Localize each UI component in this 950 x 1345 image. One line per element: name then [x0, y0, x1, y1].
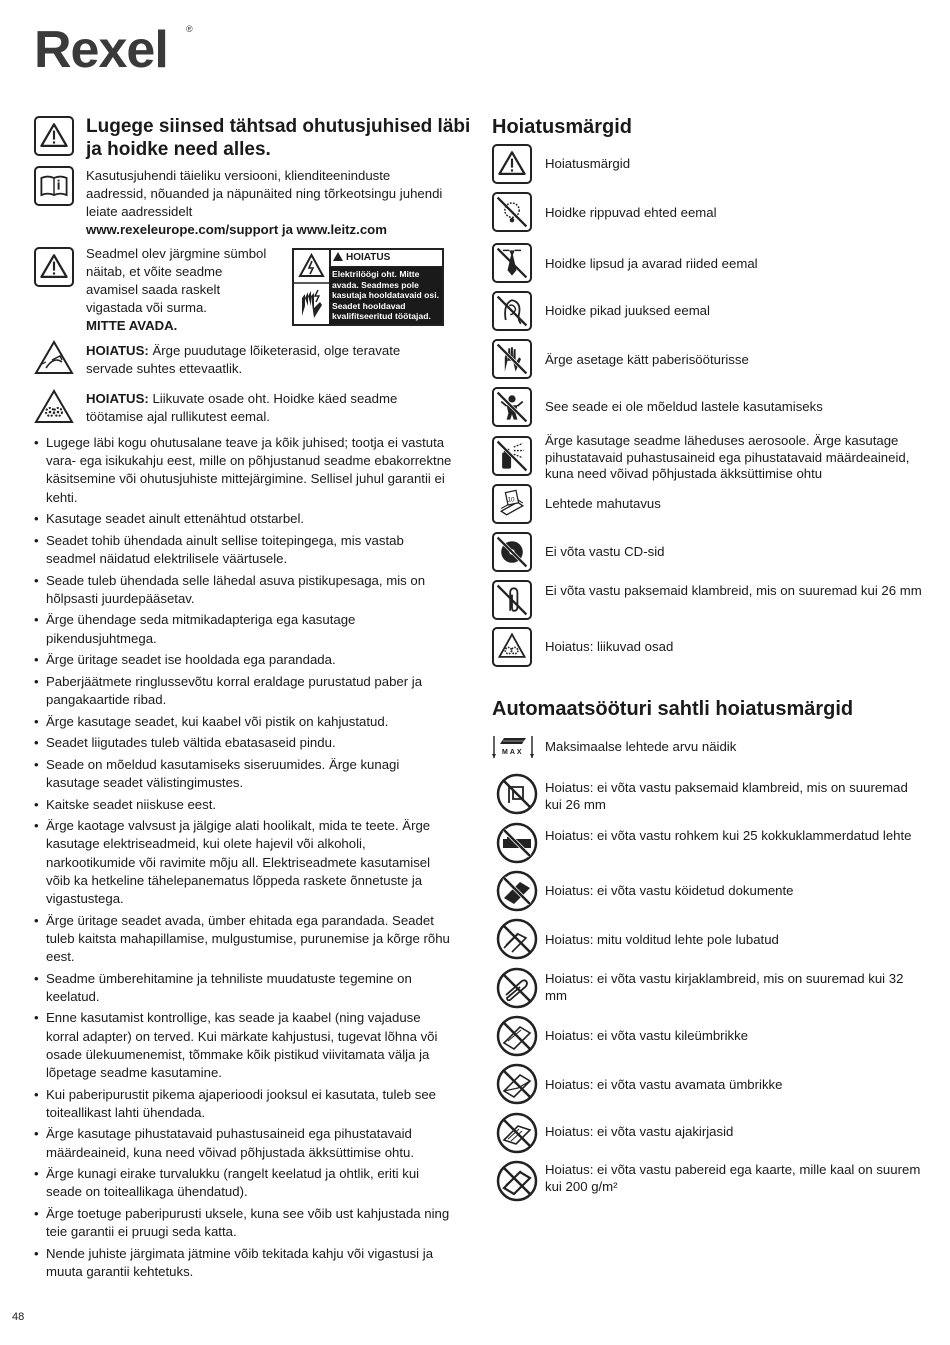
list-item: • Kasutage seadet ainult ettenähtud otstarbel.	[34, 510, 454, 528]
symbol-description	[86, 245, 276, 335]
sheet-capacity-icon	[492, 484, 532, 524]
safety-rules-list	[34, 434, 454, 1285]
sign-label: Ei võta vastu CD-sid	[545, 544, 665, 559]
rexel-logo	[34, 14, 204, 92]
sign-label: Ärge asetage kätt paberisööturisse	[545, 352, 749, 367]
sign-label: Hoiatus: ei võta vastu rohkem kui 25 kokkuklammerdatud lehte	[545, 828, 912, 843]
sign-label: Hoiatus: ei võta vastu pabereid ega kaarte, mille kaal on suurem kui 200 g/m²	[545, 1162, 921, 1194]
warning-label-icons	[294, 250, 331, 324]
manual-description: Kasutusjuhendi täieliku versiooni, klienditeeninduste aadressid, nõuanded ja näpunäited ning tõrkeotsingu juhendi leiate aadressidelt	[86, 168, 443, 219]
no-long-hair-icon	[492, 291, 532, 331]
support-links[interactable]: www.rexeleurope.com/support ja www.leitz.com	[86, 222, 387, 237]
section-title-tray-signs: Automaatsööturi sahtli hoiatusmärgid	[492, 698, 854, 720]
no-children-icon	[492, 387, 532, 427]
list-item: • Enne kasutamist kontrollige, kas seade ja kaabel (ning vajaduse korral adapter) on terved. Kui märkate kahjustusi, tugevat lõhna või osade ülekuumenemist, tõmmake kõik pistikud viivitamata välja ja lõpetage seadme kasutamine.	[34, 1009, 454, 1082]
svg-text:10: 10	[507, 496, 515, 504]
list-item: • Ärge kasutage pihustatavaid puhastusaineid ega pihustatavaid määrdeaineid, kuna need võivad põhjustada äkksüttimise ohtu.	[34, 1125, 454, 1161]
no-clip-icon	[492, 580, 532, 620]
sign-label: Hoidke rippuvad ehted eemal	[545, 205, 717, 220]
no-heavy-paper-icon	[496, 1160, 538, 1202]
sign-label: Ei võta vastu paksemaid klambreid, mis on suuremad kui 26 mm	[545, 583, 922, 598]
symbol-text: Seadmel olev järgmine sümbol näitab, et võite seadme avamisel saada raskelt vigastada või surma.	[86, 246, 267, 315]
blade-warning-text: Ärge puudutage lõiketerasid, olge teravate servade suhtes ettevaatlik.	[86, 343, 401, 376]
safety-title: Lugege siinsed tähtsad ohutusjuhised läbi ja hoidke need alles.	[86, 116, 471, 160]
list-item: • Ärge kasutage seadet, kui kaabel või pistik on kahjustatud.	[34, 713, 454, 731]
sign-label: Lehtede mahutavus	[545, 496, 661, 511]
list-item: • Kui paberipurustit pikema ajaperioodi jooksul ei kasutata, tuleb see toiteallikast lahti ühendada.	[34, 1086, 454, 1122]
no-file-envelope-icon	[496, 1015, 538, 1057]
warning-label-body: Elektrilöögi oht. Mitte avada. Seadmes pole kasutaja hooldatavaid osi. Seadet hooldavad kvalifitseeritud töötajad.	[329, 267, 442, 324]
gear-warning-icon	[34, 389, 74, 425]
sign-label: See seade ei ole mõeldud lastele kasutamiseks	[545, 399, 823, 414]
list-item: • Ärge üritage seadet ise hooldada ega parandada.	[34, 651, 454, 669]
list-item: • Seadet liigutades tuleb vältida ebatasaseid pindu.	[34, 734, 454, 752]
section-title-warning-signs: Hoiatusmärgid	[492, 116, 633, 138]
logo-text: Rexel	[34, 21, 168, 79]
list-item: • Ärge toetuge paberipurusti uksele, kuna see võib ust kahjustada ning teie garantii ei pruugi seda katta.	[34, 1205, 454, 1241]
list-item: • Seade tuleb ühendada selle lähedal asuva pistikupesaga, mis on hõlpsasti juurdepääsetav.	[34, 572, 454, 608]
no-tie-icon	[492, 243, 532, 283]
warning-triangle-icon	[34, 247, 74, 287]
blade-warning	[86, 342, 446, 378]
gear-warning	[86, 390, 446, 426]
sign-label: Hoiatus: ei võta vastu ajakirjasid	[545, 1124, 734, 1139]
no-aerosol-icon	[492, 436, 532, 476]
list-item: • Lugege läbi kogu ohutusalane teave ja kõik juhised; tootja ei vastuta vara- ega isikukahju eest, mille on põhjustanud seadme ebakorrektne käsitsemine või ohutusjuhiste mittejärgimine. Sellisel juhul garantii ei kehti.	[34, 434, 454, 507]
list-item: • Seade on mõeldud kasutamiseks siseruumides. Ärge kunagi kasutage seadet välistingimustes.	[34, 756, 454, 792]
no-open-envelope-icon	[496, 1063, 538, 1105]
list-item: • Ärge üritage seadet avada, ümber ehitada ega parandada. Seadet tuleb kaitsta mahapillamise, mulgustumise, purunemise ja kõrge rõhu eest.	[34, 912, 454, 967]
list-item: • Seadet tohib ühendada ainult sellise toitepingega, mis vastab seadmel näidatud elektrilisele väärtusele.	[34, 532, 454, 568]
sign-label: Hoiatus: ei võta vastu köidetud dokumente	[545, 883, 794, 898]
do-not-open-text: MITTE AVADA.	[86, 318, 178, 333]
warning-triangle-icon	[34, 116, 74, 156]
no-bound-docs-icon	[496, 870, 538, 912]
sign-label: Ärge kasutage seadme läheduses aerosoole. Ärge kasutage pihustatavaid puhastusaineid ega pihustatavaid määrdeaineid, kuna need võivad põhjustada äkksüttimise ohtu	[545, 433, 910, 481]
manual-book-icon	[34, 166, 74, 206]
small-warning-icon	[333, 252, 343, 261]
blade-warning-label: HOIATUS:	[86, 343, 149, 358]
no-paper-clip-icon	[496, 967, 538, 1009]
warning-label-header	[329, 250, 442, 267]
sign-label: Hoiatus: ei võta vastu paksemaid klambreid, mis on suuremad kui 26 mm	[545, 780, 908, 812]
sign-label: Hoiatus: ei võta vastu avamata ümbrikke	[545, 1077, 783, 1092]
no-thick-clip-icon	[496, 773, 538, 815]
no-stapled-stack-icon	[496, 822, 538, 864]
max-sheets-icon	[492, 734, 534, 760]
moving-parts-icon	[492, 627, 532, 667]
sign-label: Hoiatus: liikuvad osad	[545, 639, 674, 654]
blade-warning-icon	[34, 340, 74, 376]
sign-label: Hoiatus: mitu volditud lehte pole lubatud	[545, 932, 779, 947]
warning-label-box	[292, 248, 444, 326]
no-jewellery-icon	[492, 192, 532, 232]
sign-label: Hoidke pikad juuksed eemal	[545, 303, 710, 318]
list-item: • Paberjäätmete ringlussevõtu korral eraldage purustatud paber ja pangakaartide ribad.	[34, 673, 454, 709]
sign-label: Hoiatus: ei võta vastu kirjaklambreid, mis on suuremad kui 32 mm	[545, 971, 904, 1003]
no-cd-icon	[492, 532, 532, 572]
manual-text	[86, 167, 446, 239]
list-item: • Ärge ühendage seda mitmikadapteriga ega kasutage pikendusjuhtmega.	[34, 611, 454, 647]
logo-registered-mark: ®	[186, 24, 193, 34]
warning-label-title: HOIATUS	[346, 252, 391, 263]
sign-label: Hoiatus: ei võta vastu kileümbrikke	[545, 1028, 749, 1043]
gear-warning-label: HOIATUS:	[86, 391, 149, 406]
list-item: • Kaitske seadet niiskuse eest.	[34, 796, 454, 814]
no-magazine-icon	[496, 1112, 538, 1154]
sign-label: Hoidke lipsud ja avarad riided eemal	[545, 256, 758, 271]
no-folded-sheets-icon	[496, 918, 538, 960]
gear-warning-text: Liikuvate osade oht. Hoidke käed seadme töötamise ajal rullikutest eemal.	[86, 391, 398, 424]
sign-label: Hoiatusmärgid	[545, 156, 631, 171]
max-label: MAX	[502, 749, 524, 756]
list-item: • Nende juhiste järgimata jätmine võib tekitada kahju või vigastusi ja muuta garantii kehtetuks.	[34, 1245, 454, 1281]
list-item: • Ärge kunagi eirake turvalukku (rangelt keelatud ja ohtlik, eriti kui seade on toiteallikaga ühendatud).	[34, 1165, 454, 1201]
sign-label: Maksimaalse lehtede arvu näidik	[545, 739, 737, 754]
page-number: 48	[12, 1311, 25, 1323]
list-item: • Seadme ümberehitamine ja tehniliste muudatuste tegemine on keelatud.	[34, 970, 454, 1006]
no-hand-icon	[492, 339, 532, 379]
list-item: • Ärge kaotage valvsust ja jälgige alati hoolikalt, mida te teete. Ärge kasutage elektriseadmeid, kui olete hajevil või alkoholi, narkootikumide või ravimite mõju all. Elektriseadmete kasutamisel võib ka hetkeline tähelepanematus lõppeda raskete õnnetuste ja vigastustega.	[34, 817, 454, 908]
warning-triangle-icon	[492, 144, 532, 184]
